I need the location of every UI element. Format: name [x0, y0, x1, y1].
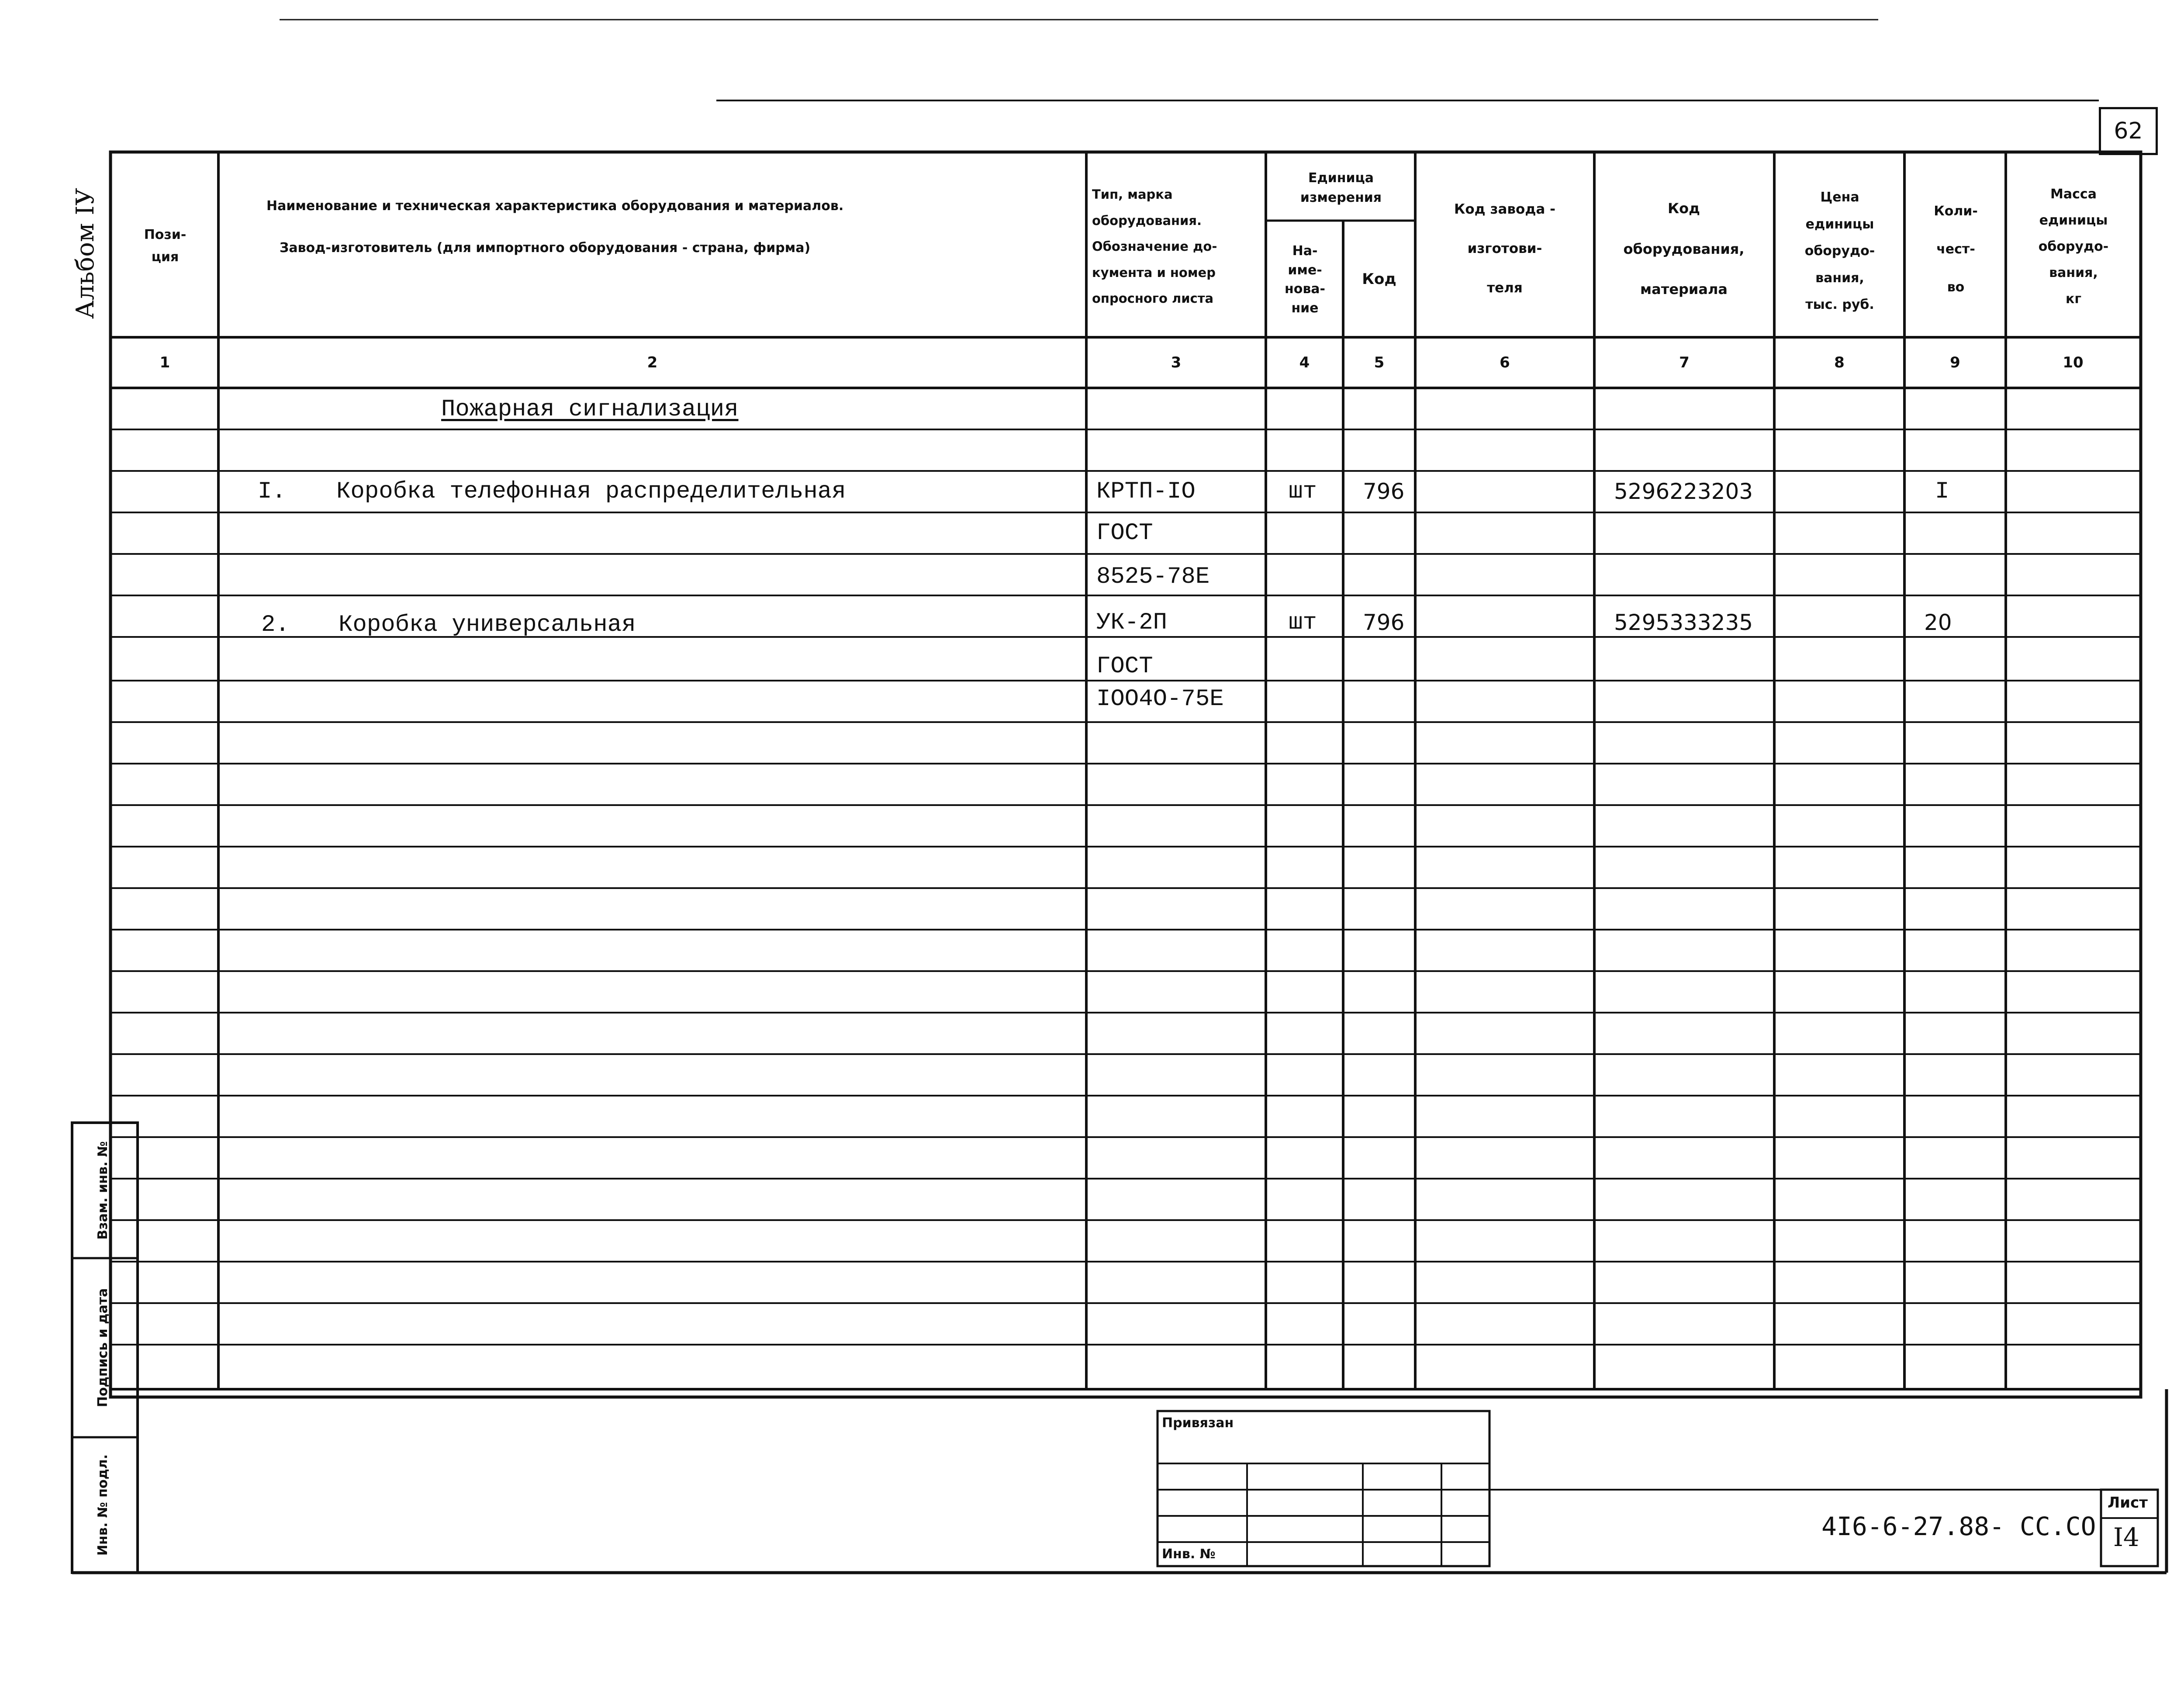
- colnum-5: 5: [1374, 354, 1385, 371]
- header-col-8-line-4: вания,: [1815, 270, 1864, 286]
- header-col-6-line-1: Код завода -: [1454, 201, 1555, 218]
- header-col-9-line-3: во: [1947, 279, 1965, 295]
- stamp-bound-label: Привязан: [1162, 1415, 1234, 1431]
- sheet-label: Лист: [2108, 1494, 2148, 1512]
- row-1-type-line-3: 8525-78Е: [1096, 563, 1210, 590]
- header-col-1-line-1: Пози-: [144, 227, 187, 242]
- colnum-2: 2: [647, 354, 658, 371]
- header-col-3-line-5: опросного листа: [1092, 291, 1214, 306]
- page-number: 62: [2099, 107, 2158, 155]
- row-2-unit: шт: [1289, 609, 1317, 636]
- header-col-3-line-3: Обозначение до-: [1092, 239, 1217, 254]
- header-col-7: [1597, 166, 1771, 332]
- header-col-7-line-2: оборудования,: [1623, 240, 1745, 257]
- header-col-8-line-5: тыс. руб.: [1805, 297, 1874, 313]
- header-col-8-line-3: оборудо-: [1804, 243, 1875, 259]
- row-2-type-line-1: УК-2П: [1096, 609, 1168, 636]
- header-col-3-line-2: оборудования.: [1092, 213, 1202, 228]
- header-col-5: [1345, 225, 1413, 334]
- colnum-10: 10: [2063, 354, 2084, 371]
- header-col-10-line-2: единицы: [2039, 213, 2108, 228]
- side-label-inv-orig: Инв. № подл.: [95, 1454, 111, 1556]
- document-code: 4I6-6-27.88- СС.СО: [1821, 1512, 2096, 1541]
- header-col-10-line-3: оборудо-: [2038, 239, 2109, 254]
- header-unit-group: [1269, 157, 1413, 218]
- header-unit-group-line-2: измерения: [1300, 190, 1382, 205]
- row-2-type-line-2: ГОСТ: [1096, 653, 1153, 680]
- header-col-3: [1092, 157, 1265, 336]
- row-2-quantity: 20: [1924, 610, 1952, 635]
- row-1-unit: шт: [1289, 478, 1317, 505]
- header-col-1: [114, 157, 216, 334]
- header-col-6-line-2: изготови-: [1467, 241, 1542, 257]
- row-1-position: I.: [258, 478, 286, 505]
- header-col-3-line-1: Тип, марка: [1092, 187, 1173, 202]
- header-col-2: [236, 175, 1075, 280]
- header-col-2-line-1: Наименование и техническая характеристика оборудования и материалов.: [266, 198, 844, 214]
- header-col-8-line-1: Цена: [1820, 190, 1859, 205]
- row-1-type-line-2: ГОСТ: [1096, 519, 1153, 547]
- header-col-10-line-5: кг: [2065, 291, 2082, 307]
- colnum-9: 9: [1950, 354, 1960, 371]
- row-1-quantity: I: [1935, 478, 1949, 505]
- header-unit-group-line-1: Единица: [1308, 170, 1374, 186]
- header-col-6: [1417, 166, 1592, 332]
- row-2-unit-code: 796: [1363, 610, 1405, 635]
- header-col-5-line-1: Код: [1362, 270, 1396, 288]
- row-1-name: Коробка телефонная распределительная: [336, 478, 846, 505]
- header-col-3-line-4: кумента и номер: [1092, 265, 1216, 280]
- colnum-1: 1: [159, 354, 170, 371]
- section-title: Пожарная сигнализация: [441, 396, 739, 423]
- row-2-equip-code: 5295333235: [1614, 610, 1753, 635]
- header-col-7-line-3: материала: [1640, 281, 1728, 298]
- header-col-4-line-1: На-: [1292, 243, 1318, 259]
- colnum-8: 8: [1834, 354, 1845, 371]
- sheet-number: I4: [2113, 1522, 2139, 1552]
- stamp-inv-label: Инв. №: [1162, 1546, 1216, 1562]
- header-col-9-line-2: чест-: [1936, 241, 1975, 257]
- row-1-equip-code: 5296223203: [1614, 479, 1753, 504]
- header-col-4-line-3: нова-: [1284, 281, 1326, 297]
- header-col-4-line-2: име-: [1288, 262, 1322, 278]
- colnum-6: 6: [1500, 354, 1510, 371]
- header-col-9: [1907, 166, 2005, 332]
- colnum-7: 7: [1679, 354, 1690, 371]
- row-2-position: 2.: [261, 611, 290, 638]
- album-label: Альбом IУ: [71, 188, 100, 319]
- header-col-8-line-2: единицы: [1805, 216, 1874, 232]
- header-col-6-line-3: теля: [1487, 280, 1523, 296]
- colnum-3: 3: [1171, 354, 1182, 371]
- header-col-2-line-2: Завод-изготовитель (для импортного оборудования - страна, фирма): [280, 240, 811, 256]
- header-col-7-line-1: Код: [1668, 200, 1700, 217]
- row-1-unit-code: 796: [1363, 479, 1405, 504]
- colnum-4: 4: [1299, 354, 1310, 371]
- side-label-signature-date: Подпись и дата: [95, 1288, 111, 1408]
- header-col-4: [1269, 225, 1341, 334]
- header-col-10-line-1: Масса: [2050, 187, 2097, 202]
- row-2-type-line-3: IOO4O-75Е: [1096, 685, 1224, 713]
- header-col-10: [2008, 162, 2139, 332]
- side-label-replace-inv: Взам. инв. №: [95, 1141, 111, 1240]
- header-col-4-line-4: ние: [1291, 300, 1319, 316]
- header-col-1-line-2: ция: [151, 249, 179, 265]
- header-col-10-line-4: вания,: [2049, 265, 2098, 280]
- row-2-name: Коробка универсальная: [339, 611, 636, 638]
- row-1-type-line-1: КРТП-IO: [1096, 478, 1196, 505]
- header-col-8: [1776, 166, 1903, 336]
- header-col-9-line-1: Коли-: [1934, 203, 1978, 219]
